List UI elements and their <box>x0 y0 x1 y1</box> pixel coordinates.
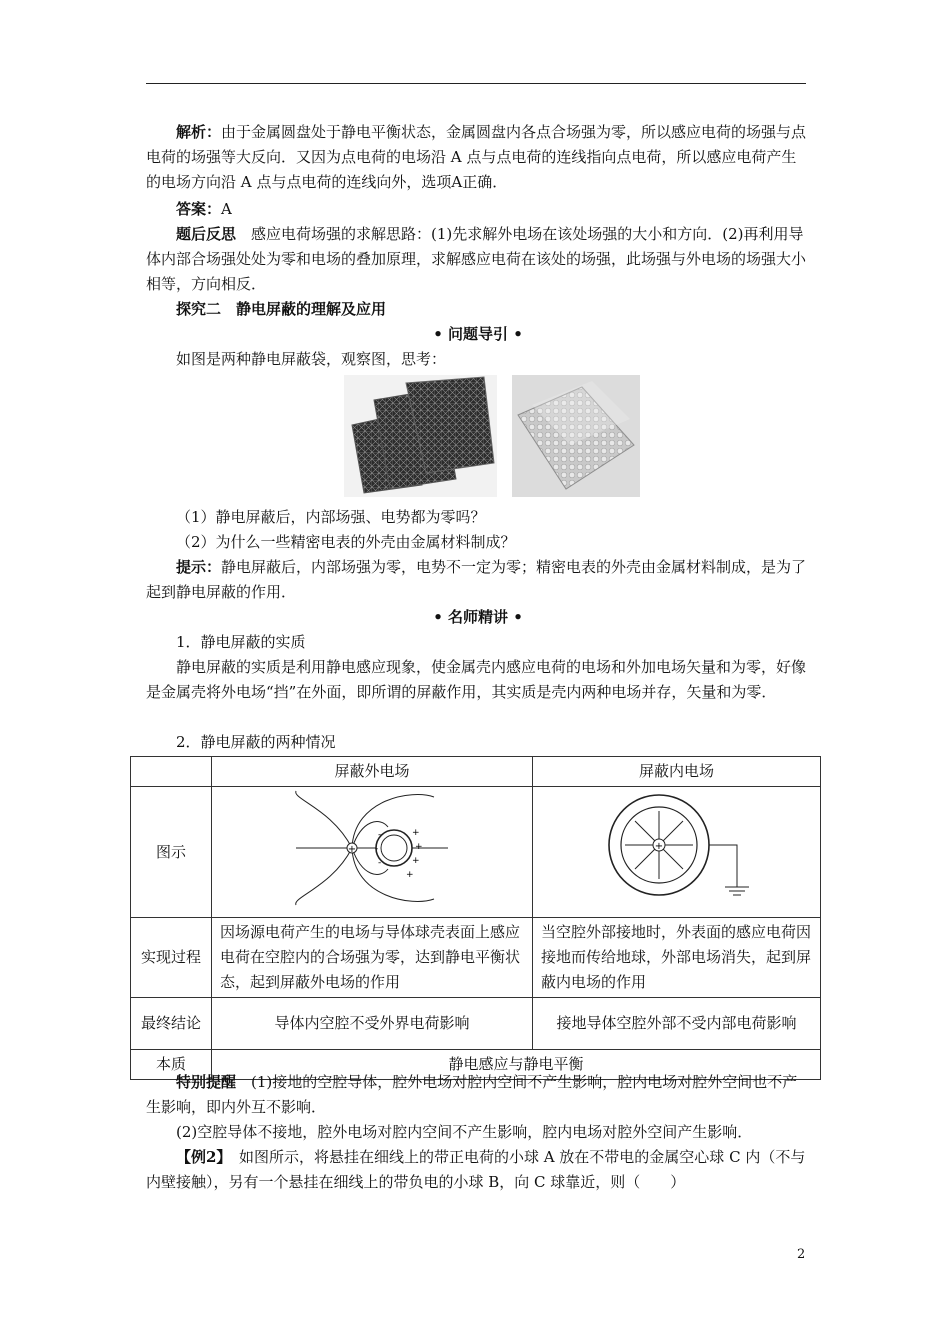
process-row-label: 实现过程 <box>131 918 212 998</box>
table-row-process <box>131 918 821 998</box>
example-text: 如图所示，将悬挂在细线上的带正电荷的小球 A 放在不带电的金属空心球 C 内（不与内壁接触），另有一个悬挂在细线上的带负电的小球 B，向 C 球靠近，则（ ） <box>146 1148 806 1191</box>
conclusion-outer-cell: 导体内空腔不受外界电荷影响 <box>212 998 533 1050</box>
svg-text:+: + <box>347 844 357 855</box>
outer-field-diagram <box>292 789 452 907</box>
answer-label: 答案： <box>176 200 222 218</box>
analysis-paragraph <box>146 120 810 195</box>
shielding-bag-silver-photo <box>512 375 640 497</box>
example-label: 【例2】 <box>176 1148 224 1166</box>
shielding-bag-dark-photo <box>344 375 497 497</box>
essence-cell: 静电感应与静电平衡 <box>212 1050 821 1080</box>
answer-text: A <box>221 200 232 218</box>
reminder-label: 特别提醒 <box>176 1073 237 1091</box>
conclusion-row-label: 最终结论 <box>131 998 212 1050</box>
svg-text:+: + <box>406 870 414 880</box>
teacher-heading: • 名师精讲 • <box>433 608 523 626</box>
hint-label: 提示： <box>176 558 222 576</box>
point2-title: 2．静电屏蔽的两种情况 <box>176 733 336 751</box>
hint-paragraph <box>146 555 810 605</box>
figure-row-label: 图示 <box>131 787 212 918</box>
inner-field-diagram-cell <box>533 787 821 918</box>
conclusion-inner-cell: 接地导体空腔外部不受内部电荷影响 <box>533 998 821 1050</box>
svg-text:+: + <box>654 841 663 852</box>
reflection-label: 题后反思 <box>176 225 237 243</box>
table-corner-cell <box>131 757 212 787</box>
svg-text:-: - <box>378 858 382 868</box>
point1-title: 1．静电屏蔽的实质 <box>176 633 306 651</box>
header-inner-field: 屏蔽内电场 <box>533 757 821 787</box>
analysis-text: 由于金属圆盘处于静电平衡状态，金属圆盘内各点合场强为零，所以感应电荷的场强与点电荷的场强等大反向．又因为点电荷的电场沿 A 点与点电荷的连线指向点电荷，所以感应电荷产生的电场方向沿 A 点与点电荷的连线向外，选项A正确． <box>146 123 807 191</box>
svg-text:-: - <box>378 830 382 840</box>
process-outer-cell: 因场源电荷产生的电场与导体球壳表面上感应电荷在空腔内的合场强为零，达到静电平衡状态，起到屏蔽外电场的作用 <box>212 918 533 998</box>
outer-field-diagram-cell <box>212 787 533 918</box>
svg-text:-: - <box>375 844 379 854</box>
reflection-text: 感应电荷场强的求解思路：(1)先求解外电场在该处场强的大小和方向．(2)再利用导体内部合场强处处为零和电场的叠加原理，求解感应电荷在该处的场强，此场强与外电场的场强大小相等，方向相反． <box>146 225 807 293</box>
svg-text:+: + <box>415 842 423 852</box>
shielding-comparison-table <box>130 756 821 1080</box>
answer-paragraph <box>146 197 810 222</box>
table-row-conclusion <box>131 998 821 1050</box>
svg-text:+: + <box>412 828 420 838</box>
essence-row-label: 本质 <box>131 1050 212 1080</box>
guide-heading: • 问题导引 • <box>433 325 523 343</box>
table-row-figure <box>131 787 821 918</box>
reflection-paragraph <box>146 222 810 297</box>
header-outer-field: 屏蔽外电场 <box>212 757 533 787</box>
table-header-row <box>131 757 821 787</box>
point1-text: 静电屏蔽的实质是利用静电感应现象，使金属壳内感应电荷的电场和外加电场矢量和为零，好像是金属壳将外电场“挡”在外面，即所谓的屏蔽作用，其实质是壳内两种电场并存，矢量和为零． <box>146 658 807 701</box>
guide-intro: 如图是两种静电屏蔽袋，观察图，思考： <box>176 350 447 368</box>
section-title: 探究二 静电屏蔽的理解及应用 <box>176 300 387 318</box>
question-1: （1）静电屏蔽后，内部场强、电势都为零吗？ <box>176 508 486 526</box>
reminder-paragraph-2: (2)空腔导体不接地，腔外电场对腔内空间不产生影响，腔内电场对腔外空间产生影响． <box>176 1123 753 1141</box>
svg-text:+: + <box>412 856 420 866</box>
reminder-paragraph <box>146 1070 810 1120</box>
analysis-label: 解析： <box>176 123 222 141</box>
hint-text: 静电屏蔽后，内部场强为零，电势不一定为零；精密电表的外壳由金属材料制成，是为了起到静电屏蔽的作用． <box>146 558 807 601</box>
inner-field-diagram <box>597 789 757 907</box>
page-number: 2 <box>797 1247 806 1262</box>
reminder-text-1: (1)接地的空腔导体，腔外电场对腔内空间不产生影响，腔内电场对腔外空间也不产生影响，即内外互不影响． <box>146 1073 798 1116</box>
process-inner-cell: 当空腔外部接地时，外表面的感应电荷因接地而传给地球，外部电场消失，起到屏蔽内电场的作用 <box>533 918 821 998</box>
example-paragraph <box>146 1145 810 1195</box>
header-rule <box>146 83 806 84</box>
question-2: （2）为什么一些精密电表的外壳由金属材料制成？ <box>176 533 516 551</box>
